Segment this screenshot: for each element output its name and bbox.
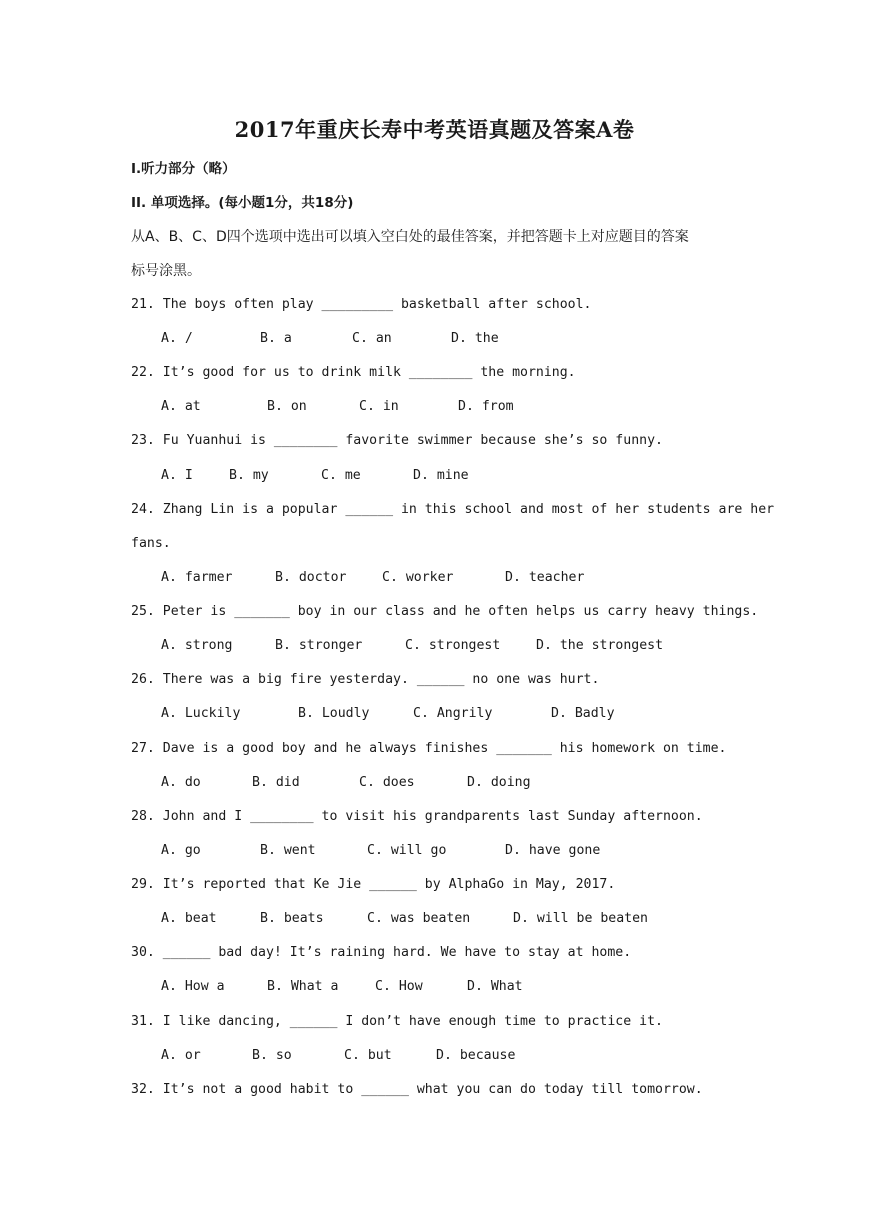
question-24-stem-line-1: 24. Zhang Lin is a popular ______ in this school and most of her students are her [131, 502, 775, 517]
section-listening-heading: I.听力部分（略） [131, 161, 236, 177]
option-c: C. strongest [405, 638, 501, 653]
instructions-line-2: 标号涂黑。 [131, 263, 201, 279]
option-a: A. at [161, 399, 201, 414]
option-c: C. does [359, 775, 415, 790]
option-a: A. How a [161, 979, 225, 994]
option-b: B. a [260, 331, 292, 346]
option-a: A. Luckily [161, 706, 241, 721]
option-d: D. the [451, 331, 499, 346]
option-d: D. Badly [551, 706, 615, 721]
option-b: B. Loudly [298, 706, 370, 721]
option-d: D. mine [413, 468, 469, 483]
option-d: D. will be beaten [513, 911, 648, 926]
page-title: 2017年重庆长寿中考英语真题及答案A卷 [234, 117, 635, 142]
option-d: D. teacher [505, 570, 585, 585]
question-26-stem: 26. There was a big fire yesterday. ______ no one was hurt. [131, 672, 600, 687]
option-c: C. in [359, 399, 399, 414]
option-c: C. How [375, 979, 423, 994]
option-b: B. What a [267, 979, 339, 994]
option-a: A. farmer [161, 570, 233, 585]
question-25-stem: 25. Peter is _______ boy in our class and he often helps us carry heavy things. [131, 604, 759, 619]
instructions-line-1: 从A、B、C、D四个选项中选出可以填入空白处的最佳答案，并把答题卡上对应题目的答案 [131, 229, 689, 245]
option-c: C. Angrily [413, 706, 493, 721]
question-21-stem: 21. The boys often play _________ basketball after school. [131, 297, 592, 312]
option-b: B. went [260, 843, 316, 858]
option-c: C. worker [382, 570, 454, 585]
option-c: C. me [321, 468, 361, 483]
option-a: A. I [161, 468, 193, 483]
option-a: A. strong [161, 638, 233, 653]
option-a: A. / [161, 331, 193, 346]
option-d: D. from [458, 399, 514, 414]
question-31-stem: 31. I like dancing, ______ I don’t have enough time to practice it. [131, 1014, 663, 1029]
question-27-stem: 27. Dave is a good boy and he always finishes _______ his homework on time. [131, 741, 727, 756]
question-22-stem: 22. It’s good for us to drink milk ________ the morning. [131, 365, 576, 380]
option-d: D. because [436, 1048, 516, 1063]
option-a: A. do [161, 775, 201, 790]
option-b: B. did [252, 775, 300, 790]
question-23-stem: 23. Fu Yuanhui is ________ favorite swimmer because she’s so funny. [131, 433, 663, 448]
option-b: B. stronger [275, 638, 363, 653]
option-d: D. have gone [505, 843, 601, 858]
option-b: B. so [252, 1048, 292, 1063]
option-b: B. on [267, 399, 307, 414]
question-28-stem: 28. John and I ________ to visit his grandparents last Sunday afternoon. [131, 809, 703, 824]
option-c: C. was beaten [367, 911, 471, 926]
section-choice-heading: II. 单项选择。(每小题1分，共18分) [131, 195, 354, 211]
option-a: A. go [161, 843, 201, 858]
option-a: A. beat [161, 911, 217, 926]
option-b: B. doctor [275, 570, 347, 585]
option-d: D. doing [467, 775, 531, 790]
option-c: C. an [352, 331, 392, 346]
question-32-stem: 32. It’s not a good habit to ______ what you can do today till tomorrow. [131, 1082, 703, 1097]
option-c: C. but [344, 1048, 392, 1063]
option-d: D. the strongest [536, 638, 664, 653]
option-a: A. or [161, 1048, 201, 1063]
question-29-stem: 29. It’s reported that Ke Jie ______ by AlphaGo in May, 2017. [131, 877, 616, 892]
option-c: C. will go [367, 843, 447, 858]
question-24-stem-line-2: fans. [131, 536, 171, 551]
option-d: D. What [467, 979, 523, 994]
question-30-stem: 30. ______ bad day! It’s raining hard. We have to stay at home. [131, 945, 632, 960]
option-b: B. my [229, 468, 269, 483]
option-b: B. beats [260, 911, 324, 926]
